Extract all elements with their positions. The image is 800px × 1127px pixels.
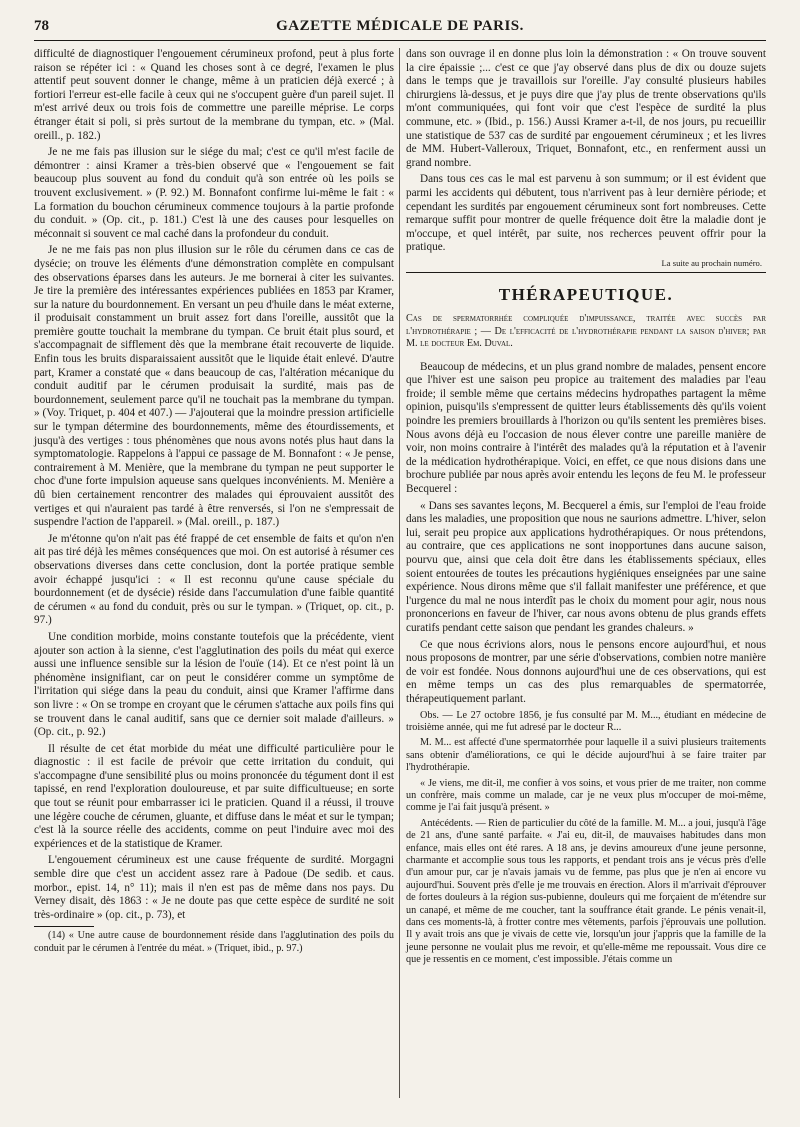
paragraph: Dans tous ces cas le mal est parvenu à son summum; or il est évident que parmi les accidents qui débutent, tous n'arrivent pas à leur dernière période; et cependant les surdités par engouement cérumineux sont fort nombreuses. Cette remarque suffit pour montrer de quelle fréquence doit être la maladie dont je m'occupe, et quel intérêt, par suite, nos recherces peuvent offrir pour la pratique. [406,173,766,254]
paragraph: « Dans ses savantes leçons, M. Becquerel a émis, sur l'emploi de l'eau froide dans les maladies, une proposition que nous ne saurions admettre. L'hiver, selon lui, serait peu propice aux applications hydrothérapiques. Or nous prétendons, au contraire, que ces applications ne sont inopportunes dans aucune saison, pourvu que, ainsi que cela doit être dans les établissements spéciaux, elles soient entourées de toutes les précautions hygiéniques enseignées par une saine expérience. Nous dirons même que s'il fallait manifester une préférence, et que l'urgence du mal ne nous interdît pas le choix du moment pour agir, nous nous prononcerions en faveur de l'hiver, car nous avons obtenu de plus grands effets curatifs pendant cette saison que pendant les grandes chaleurs. » [406,499,766,634]
paragraph: difficulté de diagnostiquer l'engouement cérumineux profond, peut à plus forte raison se répéter ici : « Quand les choses sont à ce degré, l'examen le plus attentif peut souvent donner le change, même à un praticien déjà exercé ; à fortiori l'erreur est-elle facile à ceux qui ne s'occupent guère d'un pareil sujet. Il m'est arrivé deux ou trois fois de commettre une pareille méprise. Le corps étranger était si poli, si près surtout de la membrane du tympan, etc. » (Mal. oreill., p. 182.) [34,48,394,142]
section-divider [406,272,766,273]
paragraph: Il résulte de cet état morbide du méat une difficulté particulière pour le diagnostic : il est facile de prévoir que cette irritation du conduit, qui s'accompagne d'une sensibilité plus ou moins prononcée du tégument dont il est tapissé, en rend l'exploration douloureuse, et par suite difficultueuse; en sorte que tout se réunit pour embarrasser ici le praticien. Quand il a réussi, il trouve une légère couche de cérumen, gluante, et diffuse dans le méat et sur le tympan; c'est là la source réelle des accidents, comme on peut l'induire avec moi des expériences et de la statistique de Kramer. [34,742,394,850]
paragraph: Beaucoup de médecins, et un plus grand nombre de malades, pensent encore que l'hiver est une saison peu propice au traitement des maladies par l'eau froide; il semble même que certains médecins hydropathes partagent la même opinion, puisqu'ils s'empressent de quitter leurs établissements dès qu'ils voient poindre les premiers brouillards à l'horizon ou qu'ils sentent les premières bises. Nous avons déjà eu l'occasion de nous élever contre une pareille manière de voir, non moins contraire à l'intérêt des malades qu'à la réputation et à l'avenir de la médication hydrothérapique. Voici, en effet, ce que nous disions dans une brochure publiée par nous après avoir entendu les leçons de feu M. le professeur Becquerel : [406,360,766,496]
article-title: Cas de spermatorrhée compliquée d'impuissance, traitée avec succès par l'hydrothérapie ; — De l'efficacité de l'hydrothérapie pendant la saison d'hiver; par M. le docteur Em. Duval. [406,312,766,350]
footnote-divider [34,926,94,927]
section-title: THÉRAPEUTIQUE. [498,284,674,304]
observation-paragraph: M. M... est affecté d'une spermatorrhée pour laquelle il a suivi plusieurs traitements sans obtenir d'améliorations, ce qui le décide aujourd'hui à se faire traiter par l'hydrothérapie. [406,737,766,774]
right-column [406,48,766,970]
continued-note: La suite au prochain numéro. [661,257,762,268]
observation-paragraph: Antécédents. — Rien de particulier du côté de la famille. M. M... a joui, jusqu'à l'âge de 21 ans, d'une santé parfaite. « J'ai eu, dit-il, de mauvaises habitudes dans mon enfance, mais elles ont été rares. A 18 ans, je devins amoureux d'une jeune personne, charmante et accomplie sous tous les rapports, et pendant trois ans je vécus près d'elle d'un amour pur, car je n'avais jamais vu de femme, pas plus que je n'en ai encore vu aujourd'hui. Souvent près d'elle je me trouvais en érection. Alors il m'arrivait d'éprouver de fortes douleurs à la région sus-pubienne, douleurs qui me forçaient de m'étendre sur un canapé, et même de me coucher, tant la souffrance était grande. Le pénis venait-il, dans ces moments-là, à frotter contre mes vêtements, parfois j'éprouvais une pollution. Il y avait trois ans que je vivais de cette vie, lorsqu'un jour j'appris que la famille de la jeune personne ne voulait plus me revoir, et qu'elle-même me repoussait. Vous dire ce que je ressentis en ce moment, c'est impossible. J'étais comme un [406,817,766,966]
paragraph: Je m'étonne qu'on n'ait pas été frappé de cet ensemble de faits et qu'on n'en ait pas tiré déjà les mêmes conséquences que moi. On est autorisé à résumer ces observations diverses dans cette conclusion, dont la portée pratique semble avoir échappé jusqu'ici : « Il est reconnu qu'une cause spéciale du bourdonnement (et de dysécie) réside dans l'accumulation d'une faible quantité de cérumen « au fond du conduit, près ou sur le tympan. » (Triquet, op. cit., p. 97.) [34,532,394,627]
observation-paragraph: « Je viens, me dit-il, me confier à vos soins, et vous prier de me traiter, non comme un confrère, mais comme un malade, car je ne veux plus m'occuper de moi-même, comme je l'ai fait jusqu'à présent. » [406,777,766,814]
paragraph: Ce que nous écrivions alors, nous le pensons encore aujourd'hui, et nous nous proposons de montrer, par une série d'observations, combien notre manière de voir est fondée. Nous donnons aujourd'hui une de ces observations, qui est en même temps un cas des plus remarquables de spermatorrée, thérapeutiquement parlant. [406,638,766,705]
column-divider [399,48,400,1098]
page-header [34,18,766,41]
left-column [34,48,394,958]
paragraph: Je ne me fais pas illusion sur le siége du mal; c'est ce qu'il m'est facile de démontrer : ainsi Kramer a très-bien observé que « l'engouement se fait beaucoup plus souvent au fond du conduit qu'à son entrée où les poils se trouvent exclusivement. » (P. 92.) M. Bonnafont confirme lui-même le fait : « La formation du bouchon cérumineux commence toujours à la partie profonde du conduit. » (Op. cit., p. 181.) C'est là une des causes pour lesquelles on méconnait si souvent ce mal caché dans la profondeur du conduit. [34,146,394,240]
paragraph: Une condition morbide, moins constante toutefois que la précédente, vient ajouter son action à la sienne, c'est l'agglutination des poils du méat qui exerce aussi une influence sensible sur la lésion de l'ouïe (14). Et ce n'est point là un phénomène insignifiant, car on peut le considérer comme un symptôme de l'irritation qui siége dans la peau du conduit, ainsi que Kramer l'affirme dans son livre : « On se trompe en croyant que le cérumen s'attache aux poils fins qui se trouvent dans le canal auditif, sans que ce dernier soit malade d'ailleurs. » (Op. cit., p. 92.) [34,630,394,739]
journal-title: GAZETTE MÉDICALE DE PARIS. [276,18,524,34]
paragraph: L'engouement cérumineux est une cause fréquente de surdité. Morgagni semble dire que c'est un accident assez rare à Padoue (De sedib. et caus. morbor., epist. 14, n° 11); mais il n'en est pas de même dans nos pays. Du Verney disait, dès 1863 : « Je ne doute pas que cette espèce de surdité ne soit très-ordinaire » (op. cit., p. 73), et [34,854,394,921]
paragraph: dans son ouvrage il en donne plus loin la démonstration : « On trouve souvent la cire épaissie ;... c'est ce que j'ay observé dans plus de dix ou douze sujets dans le temps que je travaillois sur l'oreille. J'ay consulté plusieurs habiles chirurgiens là-dessus, et je puys dire que j'ay plus de trente observations qu'ils m'ont communiquées, qui font voir que c'est l'espèce de surdité la plus commune, etc. » (Ibid., p. 156.) Aussi Kramer a-t-il, de nos jours, pu recueillir une statistique de 537 cas de surdité par engouement cérumineux ; et les livres de MM. Hubert-Valleroux, Triquet, Bonnafont, etc., en renferment aussi un grand nombre. [406,48,766,169]
page-number: 78 [34,18,49,34]
observation-paragraph: Obs. — Le 27 octobre 1856, je fus consulté par M. M..., étudiant en médecine de troisième année, qui me fut adresé par le docteur R... [406,709,766,733]
footnote: (14) « Une autre cause de bourdonnement réside dans l'agglutination des poils du conduit par le cérumen à l'entrée du méat. » (Triquet, ibid., p. 97.) [34,930,394,954]
paragraph: Je ne me fais pas non plus illusion sur le rôle du cérumen dans ce cas de dysécie; on trouve les éléments d'une démonstration complète en compulsant des observations éparses dans les auteurs. Je me bornerai à citer les suivantes. Je tire la première des intéressantes expériences publiées en 1853 par Kramer, sur la nature du bourdonnement. En versant un peu d'huile dans le méat externe, il produisait constamment un bruit assez fort dans l'oreille, aussitôt que la première goutte touchait la membrane du tympan. Ce bruit était plus sourd, et s'accompagnait de sifflement dès que la membrane était recouverte de liquide. Enfin tous les bruits disparaissaient aussitôt que le liquide était enlevé. D'autre part, Kramer a constaté que « dans beaucoup de cas, l'altération mécanique du conduit auditif par le cérumen produisait la surdité, mais pas de bourdonnement, seulement parce qu'il ne touchait pas la membrane du tympan. » (Voy. Triquet, p. 404 et 407.) — J'ajouterai que la moindre pression artificielle sur le tympan détermine des bourdonnements, même des étourdissements, et jusqu'à des vertiges : tous phénomènes que nous avons notés plus haut dans la symptomatologie. Rappelons à l'appui ce passage de M. Bonnafont : « Je pense, contrairement à M. Menière, que la membrane du tympan ne peut supporter le choc d'une forte impulsion aqueuse sans quelques inconvénients. M. Menière a dû bien certainement rencontrer des malades qui éprouvaient aussitôt des vertiges et qui n'auraient pas tardé à être renversés, si l'on ne s'empressait de suspendre l'action de l'appareil. » (Mal. oreill., p. 187.) [34,244,394,529]
